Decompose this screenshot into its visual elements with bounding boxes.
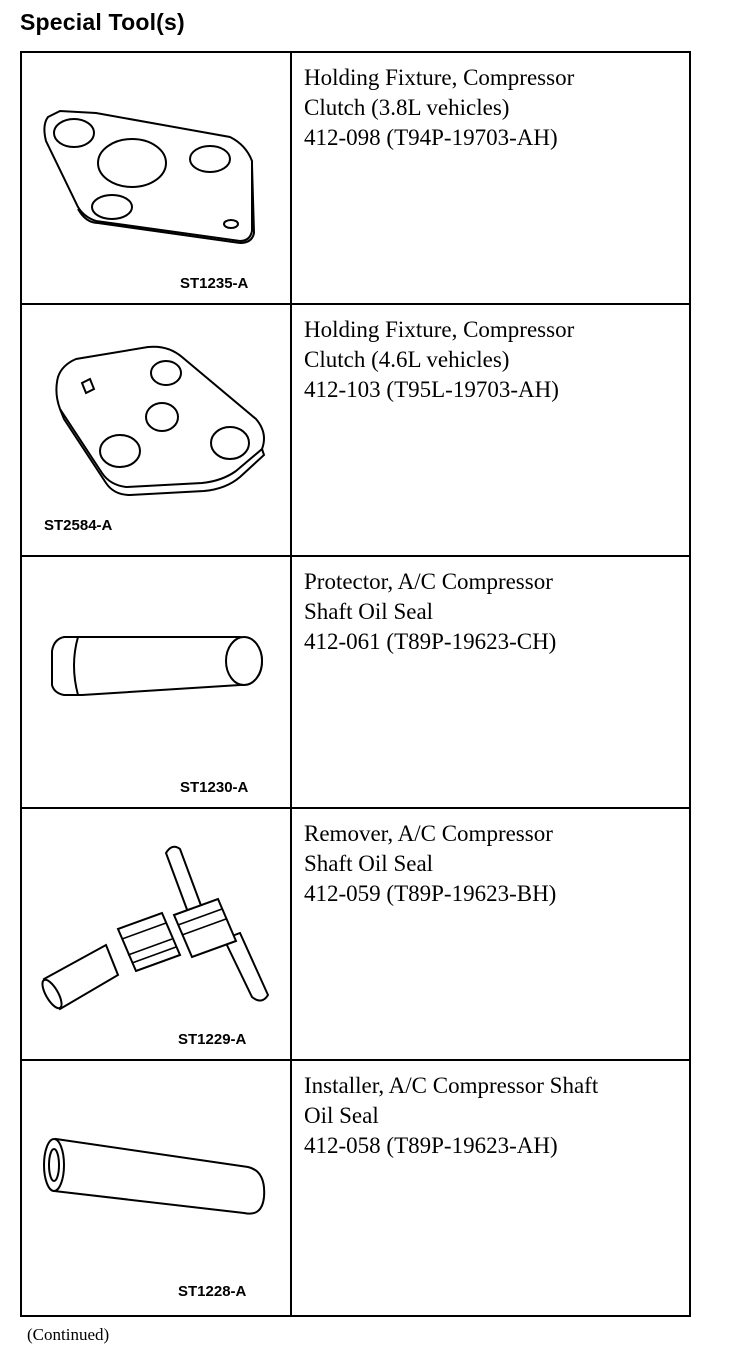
tool-code: ST1229-A [178, 1031, 247, 1048]
tool-image-cell [22, 53, 292, 303]
holding-fixture-3.8l-icon [22, 53, 290, 303]
tool-code: ST1228-A [178, 1283, 247, 1300]
tool-name-cont: Oil Seal [304, 1103, 379, 1128]
tool-description [292, 305, 689, 555]
tool-description [292, 1061, 689, 1315]
seal-protector-icon [22, 557, 290, 807]
page-title: Special Tool(s) [20, 9, 185, 35]
tool-part-number: 412-103 (T95L-19703-AH) [304, 377, 559, 402]
tool-name-cont: Shaft Oil Seal [304, 599, 434, 624]
special-tools-table [20, 51, 691, 1317]
tool-name: Installer, A/C Compressor Shaft [304, 1073, 599, 1098]
tool-description [292, 557, 689, 807]
tool-row [22, 305, 689, 557]
tool-image-cell [22, 809, 292, 1059]
tool-name: Remover, A/C Compressor [304, 821, 553, 846]
tool-name-cont: Clutch (3.8L vehicles) [304, 95, 510, 120]
tool-image-cell [22, 557, 292, 807]
tool-description [292, 809, 689, 1059]
tool-row [22, 557, 689, 809]
tool-image-cell [22, 305, 292, 555]
seal-installer-icon [22, 1061, 290, 1313]
tool-row [22, 809, 689, 1061]
tool-code: ST1230-A [180, 779, 249, 796]
tool-name: Protector, A/C Compressor [304, 569, 553, 594]
seal-remover-icon [22, 809, 290, 1059]
tool-name: Holding Fixture, Compressor [304, 317, 575, 342]
tool-name-cont: Clutch (4.6L vehicles) [304, 347, 510, 372]
tool-part-number: 412-061 (T89P-19623-CH) [304, 629, 557, 654]
tool-image-cell [22, 1061, 292, 1315]
tool-part-number: 412-098 (T94P-19703-AH) [304, 125, 558, 150]
tool-description [292, 53, 689, 303]
tool-name: Holding Fixture, Compressor [304, 65, 575, 90]
tool-row [22, 1061, 689, 1315]
tool-name-cont: Shaft Oil Seal [304, 851, 434, 876]
tool-code: ST1235-A [180, 275, 249, 292]
tool-code: ST2584-A [44, 517, 113, 534]
tool-part-number: 412-059 (T89P-19623-BH) [304, 881, 557, 906]
continued-note: (Continued) [27, 1325, 110, 1344]
tool-row [22, 53, 689, 305]
tool-part-number: 412-058 (T89P-19623-AH) [304, 1133, 558, 1158]
